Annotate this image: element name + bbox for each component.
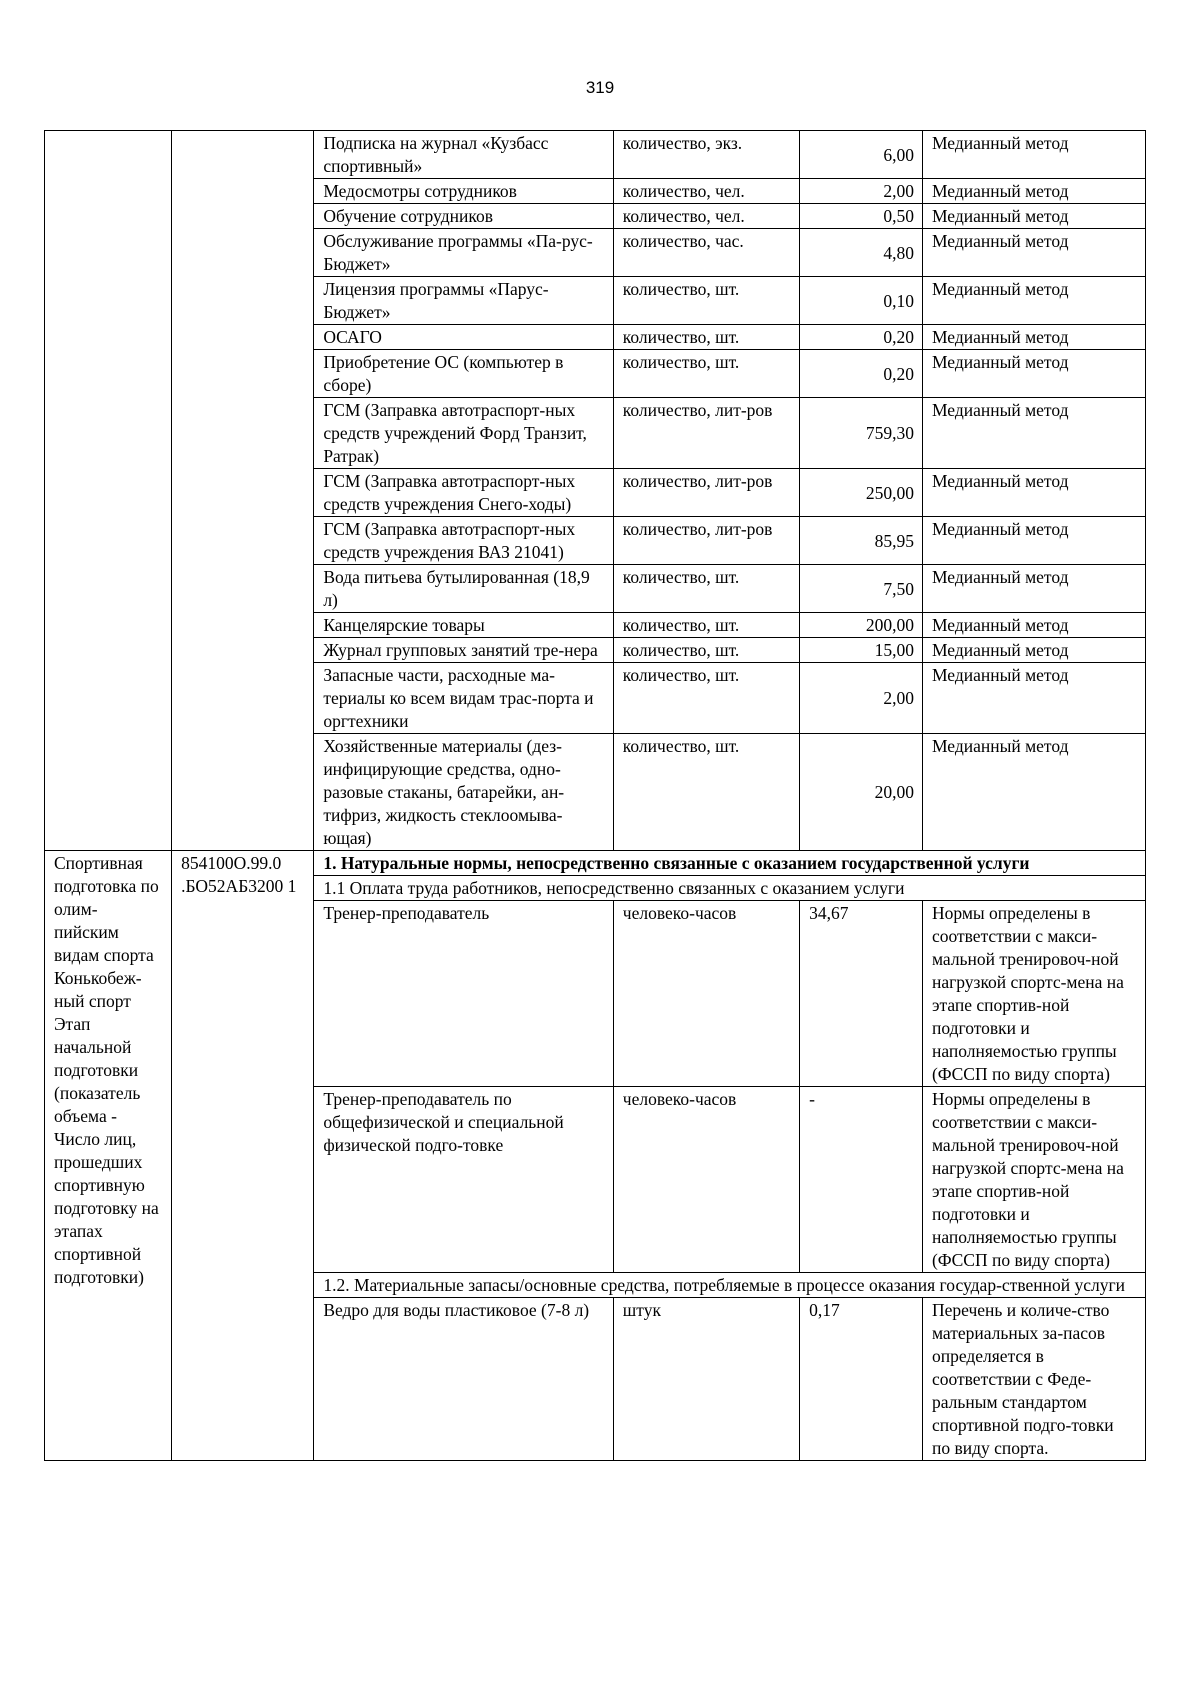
- item-name: ОСАГО: [314, 325, 613, 350]
- item-value: 0,20: [800, 350, 923, 398]
- subsection-heading: 1.1 Оплата труда работников, непосредственно связанных с оказанием услуги: [314, 876, 1146, 901]
- item-unit: штук: [613, 1298, 799, 1461]
- item-value: 0,10: [800, 277, 923, 325]
- item-name: Хозяйственные материалы (дез-инфицирующие средства, одно-разовые стаканы, батарейки, ан-тифриз, жидкость стеклоомыва-ющая): [314, 734, 613, 851]
- item-value: 0,50: [800, 204, 923, 229]
- previous-service-name-cell: [45, 131, 172, 851]
- norms-table: [44, 130, 1146, 1461]
- item-name: Журнал групповых занятий тре-нера: [314, 638, 613, 663]
- item-name: Приобретение ОС (компьютер в сборе): [314, 350, 613, 398]
- item-unit: количество, экз.: [613, 131, 799, 179]
- section-heading: 1. Натуральные нормы, непосредственно связанные с оказанием государственной услуги: [314, 851, 1146, 876]
- item-method: Медианный метод: [922, 229, 1145, 277]
- previous-service-code-cell: [172, 131, 314, 851]
- item-value: 85,95: [800, 517, 923, 565]
- item-method: Медианный метод: [922, 350, 1145, 398]
- item-unit: количество, шт.: [613, 663, 799, 734]
- item-method: Перечень и количе-ство материальных за-пасов определяется в соответствии с Феде-ральным стандартом спортивной подго-товки по виду спорта.: [922, 1298, 1145, 1461]
- item-name: Обслуживание программы «Па-рус-Бюджет»: [314, 229, 613, 277]
- item-method: Медианный метод: [922, 613, 1145, 638]
- item-method: Медианный метод: [922, 663, 1145, 734]
- item-unit: количество, чел.: [613, 204, 799, 229]
- item-name: ГСМ (Заправка автотраспорт-ных средств учреждения Снего-ходы): [314, 469, 613, 517]
- table-row: [45, 131, 1146, 179]
- item-method: Нормы определены в соответствии с макси-мальной тренировоч-ной нагрузкой спортс-мена на этапе спортив-ной подготовки и наполняемостью группы (ФССП по виду спорта): [922, 1087, 1145, 1273]
- item-unit: количество, шт.: [613, 613, 799, 638]
- item-unit: количество, лит-ров: [613, 517, 799, 565]
- item-value: 2,00: [800, 663, 923, 734]
- item-value: 4,80: [800, 229, 923, 277]
- page-number: 319: [585, 78, 615, 97]
- item-value: 0,17: [800, 1298, 923, 1461]
- service-name: Спортивная подготовка по олим-пийским видам спорта Конькобеж-ный спорт Этап начальной подготовки (показатель объема - Число лиц, прошедших спортивную подготовку на этапах спортивной подготовки): [45, 851, 172, 1461]
- item-unit: количество, шт.: [613, 565, 799, 613]
- item-value: 2,00: [800, 179, 923, 204]
- item-value: 15,00: [800, 638, 923, 663]
- item-method: Медианный метод: [922, 469, 1145, 517]
- item-unit: количество, шт.: [613, 350, 799, 398]
- item-name: Обучение сотрудников: [314, 204, 613, 229]
- table-row: [45, 851, 1146, 876]
- item-value: 0,20: [800, 325, 923, 350]
- item-method: Медианный метод: [922, 277, 1145, 325]
- item-unit: количество, лит-ров: [613, 398, 799, 469]
- item-name: Запасные части, расходные ма-териалы ко всем видам трас-порта и оргтехники: [314, 663, 613, 734]
- item-unit: человеко-часов: [613, 1087, 799, 1273]
- item-name: Подписка на журнал «Кузбасс спортивный»: [314, 131, 613, 179]
- item-name: Медосмотры сотрудников: [314, 179, 613, 204]
- item-value: 34,67: [800, 901, 923, 1087]
- item-name: Ведро для воды пластиковое (7-8 л): [314, 1298, 613, 1461]
- item-method: Медианный метод: [922, 131, 1145, 179]
- item-value: 7,50: [800, 565, 923, 613]
- subsection-heading: 1.2. Материальные запасы/основные средства, потребляемые в процессе оказания государ-ственной услуги: [314, 1273, 1146, 1298]
- item-unit: количество, шт.: [613, 638, 799, 663]
- item-unit: количество, шт.: [613, 325, 799, 350]
- service-code: 854100О.99.0 .БО52АБ3200 1: [172, 851, 314, 1461]
- item-name: ГСМ (Заправка автотраспорт-ных средств учреждений Форд Транзит, Ратрак): [314, 398, 613, 469]
- item-unit: количество, лит-ров: [613, 469, 799, 517]
- item-name: Тренер-преподаватель: [314, 901, 613, 1087]
- item-name: Лицензия программы «Парус-Бюджет»: [314, 277, 613, 325]
- item-value: 759,30: [800, 398, 923, 469]
- item-name: Канцелярские товары: [314, 613, 613, 638]
- item-method: Медианный метод: [922, 638, 1145, 663]
- item-method: Медианный метод: [922, 398, 1145, 469]
- item-value: 20,00: [800, 734, 923, 851]
- item-name: Вода питьева бутылированная (18,9 л): [314, 565, 613, 613]
- item-unit: количество, час.: [613, 229, 799, 277]
- item-unit: количество, шт.: [613, 277, 799, 325]
- item-name: Тренер-преподаватель по общефизической и специальной физической подго-товке: [314, 1087, 613, 1273]
- item-method: Медианный метод: [922, 517, 1145, 565]
- item-method: Медианный метод: [922, 179, 1145, 204]
- item-value: -: [800, 1087, 923, 1273]
- item-method: Медианный метод: [922, 565, 1145, 613]
- item-method: Медианный метод: [922, 734, 1145, 851]
- item-unit: количество, шт.: [613, 734, 799, 851]
- item-name: ГСМ (Заправка автотраспорт-ных средств учреждения ВАЗ 21041): [314, 517, 613, 565]
- item-method: Нормы определены в соответствии с макси-мальной тренировоч-ной нагрузкой спортс-мена на этапе спортив-ной подготовки и наполняемостью группы (ФССП по виду спорта): [922, 901, 1145, 1087]
- item-value: 6,00: [800, 131, 923, 179]
- item-unit: человеко-часов: [613, 901, 799, 1087]
- item-value: 200,00: [800, 613, 923, 638]
- item-unit: количество, чел.: [613, 179, 799, 204]
- item-method: Медианный метод: [922, 325, 1145, 350]
- item-value: 250,00: [800, 469, 923, 517]
- item-method: Медианный метод: [922, 204, 1145, 229]
